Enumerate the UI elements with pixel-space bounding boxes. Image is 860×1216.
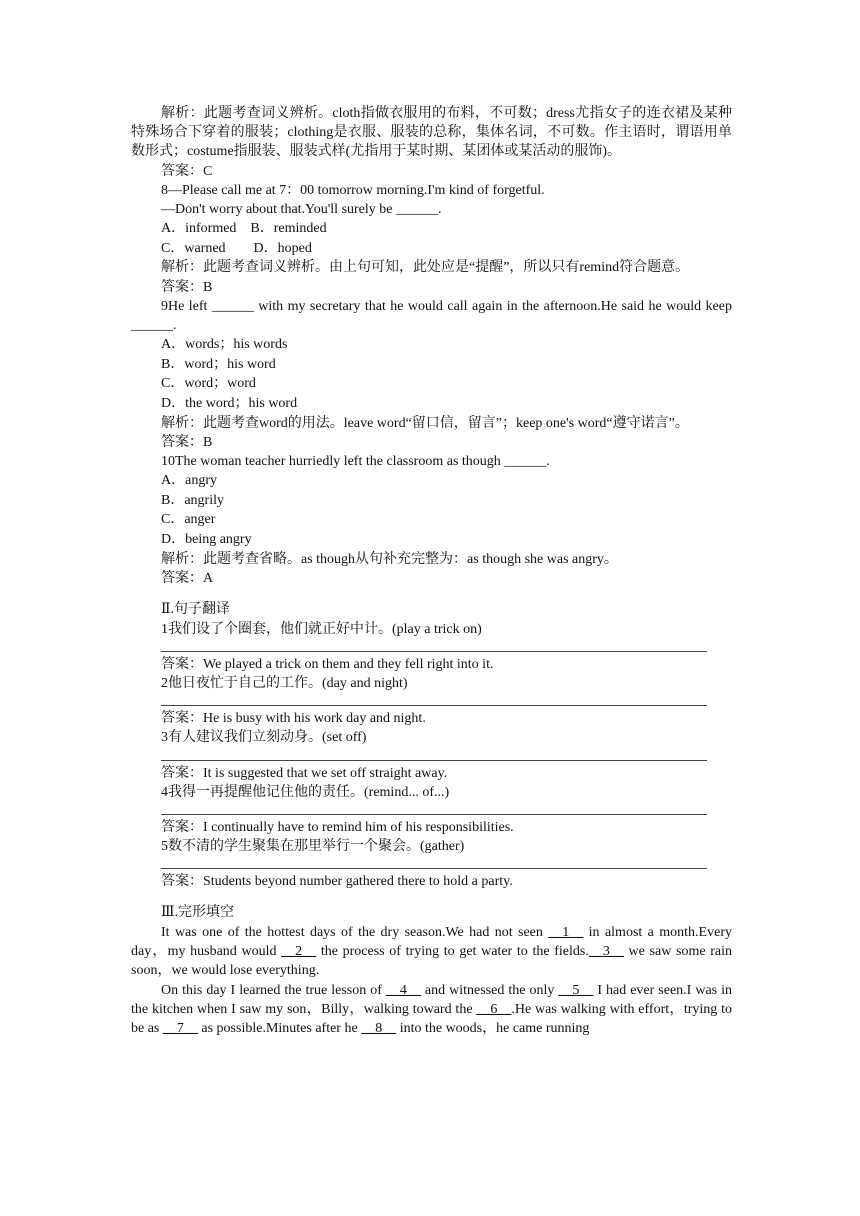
blank-4: __4__ xyxy=(385,982,421,998)
section3-title: Ⅲ.完形填空 xyxy=(161,905,235,920)
answer-line-3 xyxy=(161,748,732,764)
translation-answer-3: 答案：It is suggested that we set off straight away. xyxy=(161,765,448,781)
blank-6: __6__ xyxy=(476,1001,512,1017)
translation-answer-5: 答案：Students beyond number gathered there to hold a party. xyxy=(161,874,513,889)
section2-title: Ⅱ.句子翻译 xyxy=(161,601,231,617)
q9-stem: 9He left ______ with my secretary that he would call again in the afternoon.He said he would keep ______. xyxy=(131,298,732,334)
translation-prompt-5: 5数不清的学生聚集在那里举行一个聚会。(gather) xyxy=(161,838,465,854)
q9-answer: 答案：B xyxy=(161,434,213,450)
translation-answer-1: 答案：We played a trick on them and they fell right into it. xyxy=(161,657,494,673)
blank-8: __8__ xyxy=(361,1021,397,1037)
q9-option-c: C．word；word xyxy=(161,376,256,392)
translation-prompt-3: 3有人建议我们立刻动身。(set off) xyxy=(161,730,367,746)
blank-5: __5__ xyxy=(558,982,594,998)
q8-options-row2: C．warned D．hoped xyxy=(161,240,312,256)
answer-line-5 xyxy=(161,856,732,872)
q8-options-row1: A．informed B．reminded xyxy=(161,221,327,237)
translation-prompt-4: 4我得一再提醒他记住他的责任。(remind... of...) xyxy=(161,784,450,800)
blank-2: __2__ xyxy=(281,944,317,960)
q10-option-a: A．angry xyxy=(161,473,217,489)
answer-line-2 xyxy=(161,693,732,709)
blank-3: __3__ xyxy=(588,944,624,960)
q10-analysis: 解析：此题考查省略。as though从句补充完整为：as though she was angry。 xyxy=(161,551,618,567)
blank-1: __1__ xyxy=(548,925,584,940)
q8-stem-line2: —Don't worry about that.You'll surely be ______. xyxy=(161,202,442,218)
q10-option-c: C．anger xyxy=(161,512,216,528)
q10-option-b: B．angrily xyxy=(161,492,224,508)
q9-analysis: 解析：此题考查word的用法。leave word“留口信，留言”；keep one's word“遵守诺言”。 xyxy=(161,415,689,431)
q10-stem: 10The woman teacher hurriedly left the classroom as though ______. xyxy=(161,454,550,469)
translation-answer-4: 答案：I continually have to remind him of his responsibilities. xyxy=(161,819,514,835)
q10-option-d: D．being angry xyxy=(161,531,252,547)
q9-option-b: B．word；his word xyxy=(161,356,276,372)
answer-line-1 xyxy=(161,639,732,655)
translation-prompt-1: 1我们设了个圈套，他们就正好中计。(play a trick on) xyxy=(161,621,482,637)
q10-answer: 答案：A xyxy=(161,570,214,586)
q9-option-a: A．words；his words xyxy=(161,337,288,353)
q8-analysis: 解析：此题考查词义辨析。由上句可知，此处应是“提醒”，所以只有remind符合题意。 xyxy=(161,260,690,276)
blank-7: __7__ xyxy=(162,1021,198,1037)
q9-option-d: D．the word；his word xyxy=(161,396,298,411)
cloze-paragraph-1: It was one of the hottest days of the dry season.We had not seen __1__ in almost a month.Every day，my husband would __2__ the process of trying to get water to the fields.__3__ we saw some rain soon，we would lose everything. xyxy=(131,925,732,979)
q7-answer: 答案：C xyxy=(161,163,213,179)
cloze-paragraph-2: On this day I learned the true lesson of __4__ and witnessed the only __5__ I had ever seen.I was in the kitchen when I saw my son，Billy，walking toward the __6__.He was walking with effort，trying to be as __7__ as possible.Minutes after he __8__ into the woods，he came running xyxy=(131,982,732,1037)
translation-answer-2: 答案：He is busy with his work day and night. xyxy=(161,711,426,727)
translation-prompt-2: 2他日夜忙于自己的工作。(day and night) xyxy=(161,676,408,692)
q8-stem-line1: 8—Please call me at 7：00 tomorrow morning.I'm kind of forgetful. xyxy=(161,182,545,198)
document-content xyxy=(131,104,732,1038)
q7-analysis: 解析：此题考查词义辨析。cloth指做衣服用的布料，不可数；dress尤指女子的连衣裙及某种特殊场合下穿着的服装；clothing是衣服、服装的总称，集体名词，不可数。作主语时，谓语用单数形式；costume指服装、服装式样(尤指用于某时期、某团体或某活动的服饰)。 xyxy=(131,106,732,160)
q8-answer: 答案：B xyxy=(161,279,213,295)
answer-line-4 xyxy=(161,802,732,818)
